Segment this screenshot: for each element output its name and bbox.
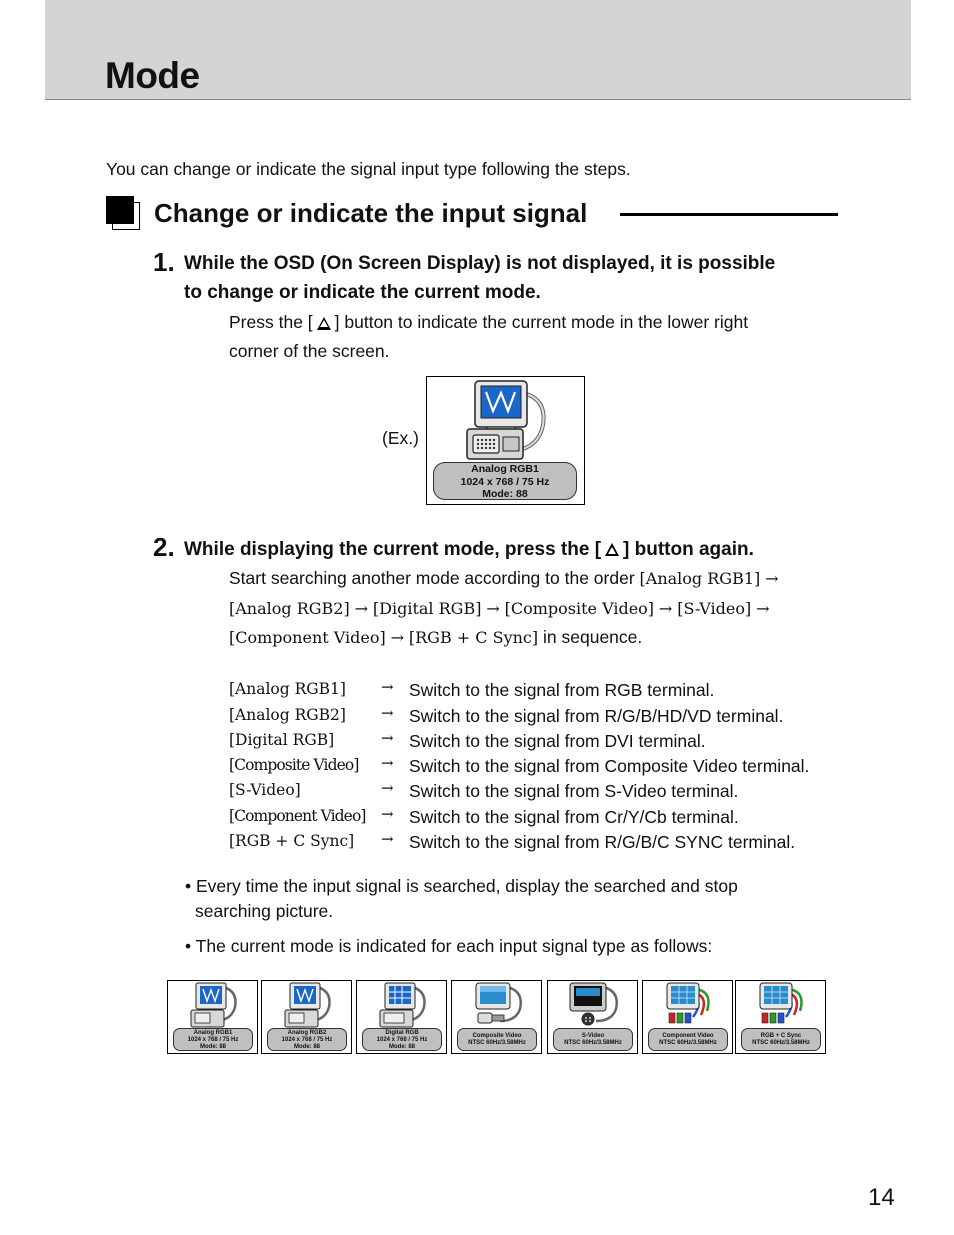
mode-thumbnail-s-video: [547, 980, 638, 1054]
step-2-heading: [184, 535, 754, 564]
component-monitor-icon: [643, 981, 734, 1031]
composite-monitor-icon: [452, 981, 543, 1031]
mode-thumbnail-analog-rgb2: [261, 980, 352, 1054]
order-item: [S-Video]: [677, 599, 752, 618]
arrow-icon: →: [756, 599, 770, 618]
arrow-icon: →: [381, 729, 394, 747]
order-item: [Digital RGB]: [372, 599, 482, 618]
mapping-desc: Switch to the signal from S-Video terminal.: [409, 781, 739, 801]
up-triangle-button-icon: [317, 317, 331, 330]
intro-text: You can change or indicate the signal input type following the steps.: [106, 159, 631, 179]
order-item: [RGB + C Sync]: [408, 628, 539, 647]
step-1-body-line1: [229, 308, 748, 337]
step-1-body-line2: corner of the screen.: [229, 341, 390, 361]
mode-thumbnail-digital-rgb: [356, 980, 447, 1054]
mapping-desc: Switch to the signal from Composite Video terminal.: [409, 756, 810, 776]
step-1-heading-line1: While the OSD (On Screen Display) is not displayed, it is possible: [184, 253, 776, 274]
mapping-source: [S-Video]: [229, 781, 301, 799]
step-2-heading-pre: While displaying the current mode, press the [: [184, 539, 602, 560]
bullet-item: [185, 874, 738, 924]
step-1-body-post: ] button to indicate the current mode in the lower right: [334, 312, 749, 332]
bullet-line: • Every time the input signal is searched, display the searched and stop: [185, 876, 738, 896]
osd-line: NTSC 60Hz/3.58MHz: [752, 1040, 810, 1046]
thumbnail-osd: [457, 1028, 537, 1051]
mapping-source: [RGB + C Sync]: [229, 832, 355, 850]
arrow-icon: →: [381, 704, 394, 722]
mapping-desc: Switch to the signal from RGB terminal.: [409, 680, 715, 700]
mapping-desc: Switch to the signal from Cr/Y/Cb terminal.: [409, 807, 739, 827]
osd-line: Analog RGB1: [193, 1030, 233, 1036]
section-rule: [620, 213, 838, 216]
mode-thumbnail-rgb-csync: [735, 980, 826, 1054]
arrow-icon: →: [658, 599, 673, 618]
thumbnail-osd: [173, 1028, 253, 1051]
mapping-source: [Analog RGB1]: [229, 680, 346, 698]
mode-thumbnail-composite-video: [451, 980, 542, 1054]
page-number: 14: [868, 1184, 895, 1211]
example-osd-line1: Analog RGB1: [471, 463, 539, 475]
arrow-icon: →: [381, 830, 394, 848]
example-osd: [433, 462, 577, 500]
arrow-icon: →: [354, 599, 369, 618]
page-title: Mode: [105, 55, 200, 96]
osd-line: Composite Video: [472, 1033, 522, 1039]
section-square-icon: [106, 196, 140, 230]
thumbnail-osd: [741, 1028, 821, 1051]
mode-thumbnail-component-video: [642, 980, 733, 1054]
order-item: [Composite Video]: [504, 599, 655, 618]
example-osd-line2: 1024 x 768 / 75 Hz: [460, 475, 550, 488]
osd-line: RGB + C Sync: [760, 1033, 802, 1039]
order-suffix: in sequence.: [543, 627, 643, 647]
osd-line: 1024 x 768 / 75 Hz: [376, 1037, 428, 1043]
step-1-body-pre: Press the [: [229, 312, 313, 332]
up-triangle-button-icon: [605, 543, 619, 556]
arrow-icon: →: [381, 779, 394, 797]
thumbnail-osd: [648, 1028, 728, 1051]
mapping-source: [Component Video]: [229, 807, 366, 825]
arrow-icon: →: [765, 569, 779, 588]
order-item: [Analog RGB1]: [639, 569, 761, 588]
osd-line: NTSC 60Hz/3.58MHz: [564, 1040, 622, 1046]
thumbnail-osd: [362, 1028, 442, 1051]
bullet-item: [185, 934, 712, 959]
osd-line: Digital RGB: [385, 1030, 419, 1036]
mapping-source: [Composite Video]: [229, 756, 359, 774]
bullet-line: • The current mode is indicated for each input signal type as follows:: [185, 936, 713, 956]
thumbnail-osd: [267, 1028, 347, 1051]
arrow-icon: →: [381, 754, 394, 772]
osd-line: Mode: 88: [199, 1044, 226, 1050]
osd-line: NTSC 60Hz/3.58MHz: [659, 1040, 717, 1046]
osd-line: Analog RGB2: [287, 1030, 327, 1036]
arrow-icon: →: [381, 678, 394, 696]
vga-monitor-icon: [262, 981, 353, 1031]
step-1-heading-line2: to change or indicate the current mode.: [184, 282, 541, 303]
order-item: [Analog RGB2]: [229, 599, 350, 618]
step-2-number: 2.: [153, 532, 175, 562]
s-video-monitor-icon: [548, 981, 639, 1031]
order-item: [Component Video]: [229, 628, 386, 647]
rgb-csync-monitor-icon: [736, 981, 827, 1031]
step-1-number: 1.: [153, 247, 175, 277]
mapping-desc: Switch to the signal from R/G/B/C SYNC terminal.: [409, 832, 796, 852]
example-screen: [426, 376, 585, 505]
example-label: (Ex.): [382, 428, 419, 448]
osd-line: Component Video: [662, 1033, 714, 1039]
step-2-order-line1: [229, 564, 779, 593]
mapping-source: [Analog RGB2]: [229, 706, 346, 724]
mapping-source: [Digital RGB]: [229, 731, 335, 749]
dvi-monitor-icon: [357, 981, 448, 1031]
osd-line: 1024 x 768 / 75 Hz: [281, 1037, 333, 1043]
osd-line: Mode: 88: [293, 1044, 320, 1050]
example-osd-line3: Mode: 88: [482, 488, 528, 500]
arrow-icon: →: [381, 805, 394, 823]
osd-line: NTSC 60Hz/3.58MHz: [468, 1040, 526, 1046]
step-2-order-line3: [229, 623, 642, 652]
osd-line: S-Video: [581, 1033, 605, 1039]
bullet-line: searching picture.: [195, 901, 334, 921]
thumbnail-osd: [553, 1028, 633, 1051]
osd-line: 1024 x 768 / 75 Hz: [187, 1037, 239, 1043]
mapping-desc: Switch to the signal from R/G/B/HD/VD terminal.: [409, 706, 784, 726]
osd-line: Mode: 88: [388, 1044, 415, 1050]
mode-thumbnail-analog-rgb1: [167, 980, 258, 1054]
arrow-icon: →: [486, 599, 500, 618]
vga-monitor-icon: [168, 981, 259, 1031]
order-intro-text: Start searching another mode according to the order: [229, 568, 635, 588]
mapping-desc: Switch to the signal from DVI terminal.: [409, 731, 706, 751]
section-title: Change or indicate the input signal: [154, 198, 588, 228]
page-header: [45, 0, 911, 100]
arrow-icon: →: [390, 628, 405, 647]
step-2-heading-post: ] button again.: [623, 539, 754, 560]
step-2-order-line2: [229, 594, 770, 623]
